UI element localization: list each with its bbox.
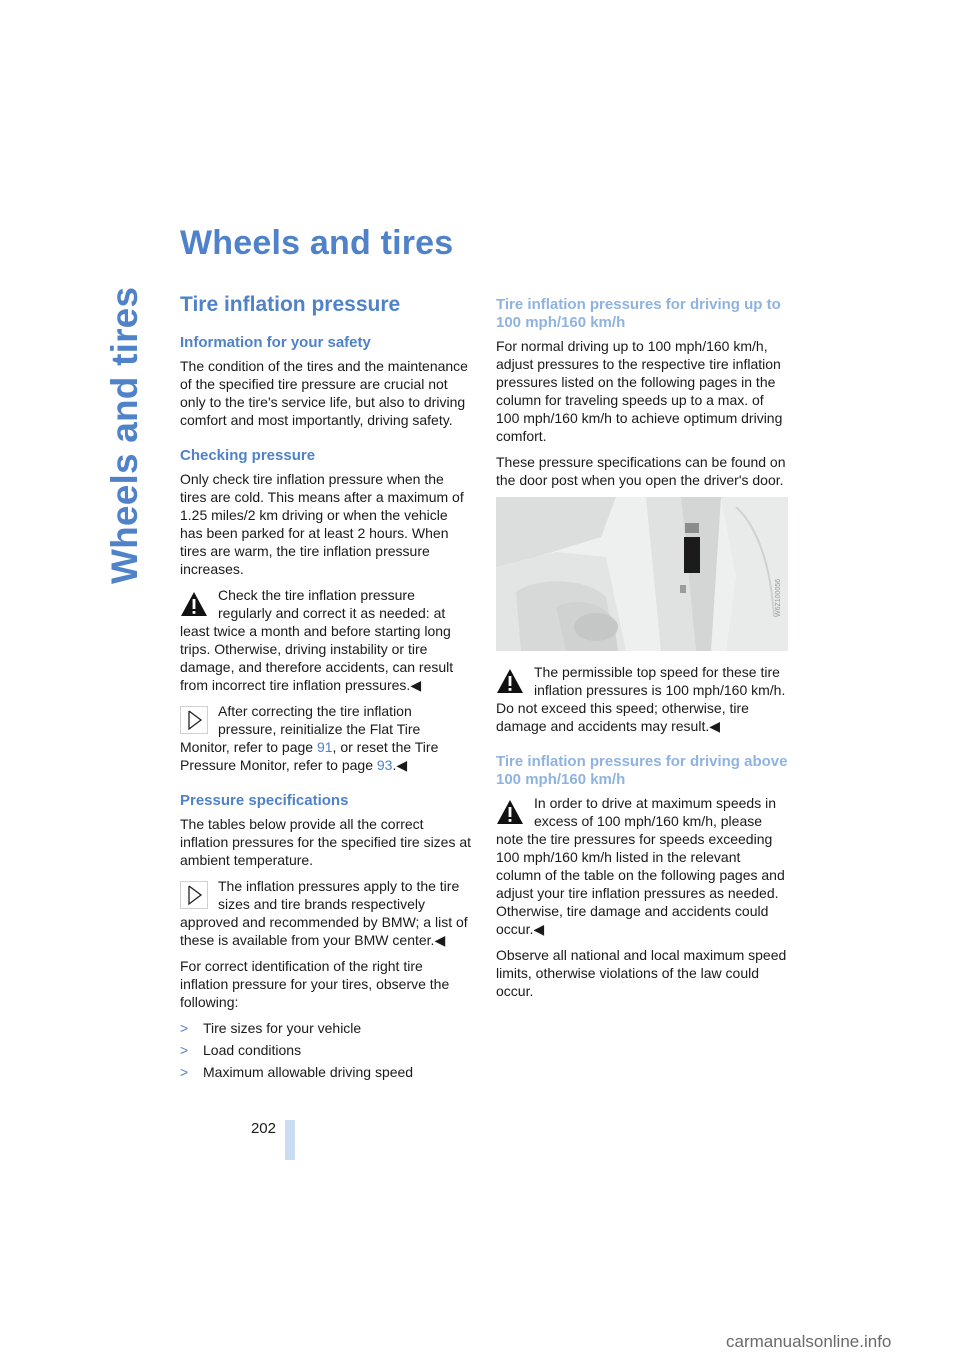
side-chapter-label: Wheels and tires: [104, 286, 145, 584]
up100-warning: [496, 663, 788, 735]
specs-note-text: The inflation pressures apply to the tire sizes and tire brands respectively approved and recommended by BMW; a list of these is available from your BMW center.: [180, 878, 468, 948]
bullet-marker: >: [180, 1042, 189, 1058]
page-link-93[interactable]: 93: [376, 757, 393, 773]
bullet-marker: >: [180, 1020, 189, 1036]
door-post-illustration: [496, 497, 788, 651]
page-title: Wheels and tires: [180, 224, 454, 262]
end-mark: ◀: [533, 921, 545, 937]
checking-text: Only check tire inflation pressure when the tires are cold. This means after a maximum of 1.25 miles/2 km driving or when the vehicle has been parked for at least 2 hours. When tires are warm, the tire inflation pressure increases.: [180, 471, 464, 577]
checking-warning-text: Check the tire inflation pressure regularly and correct it as needed: at least twice a month and before starting long trips. Otherwise, driving instability or tire damage, and therefore accidents, can result from incorrect tire inflation pressures.: [180, 587, 454, 693]
requirements-list: [180, 1019, 472, 1081]
end-mark: ◀: [410, 677, 422, 693]
up100-text2: These pressure specifications can be found on the door post when you open the driver's door.: [496, 454, 786, 488]
warning-triangle-icon: [496, 667, 524, 695]
end-mark: ◀: [434, 932, 446, 948]
specs-text: The tables below provide all the correct inflation pressures for the specified tire sizes at ambient temperature.: [180, 816, 472, 868]
specs-note: [180, 877, 472, 949]
end-mark: ◀: [709, 718, 721, 734]
up100-heading: Tire inflation pressures for driving up to 100 mph/160 km/h: [496, 296, 781, 331]
specs-text2: For correct identification of the right tire inflation pressure for your tires, observe the following:: [180, 958, 450, 1010]
specs-heading: Pressure specifications: [180, 792, 349, 809]
note-text-b: , or reset the Tire Pressure Monitor, refer to page: [180, 739, 439, 773]
end-mark: ◀: [396, 757, 408, 773]
list-item: > Maximum allowable driving speed: [180, 1064, 414, 1080]
above100-heading: Tire inflation pressures for driving above 100 mph/160 km/h: [496, 753, 788, 788]
watermark: carmanualsonline.info: [726, 1332, 892, 1351]
warning-triangle-icon: [496, 798, 524, 826]
right-column: [496, 296, 788, 1008]
safety-heading: Information for your safety: [180, 334, 371, 351]
checking-warning: [180, 586, 472, 694]
up100-text1: For normal driving up to 100 mph/160 km/h, adjust pressures to the respective tire inflation pressures listed on the following pages in the column for traveling speeds up to a max. of 100 mph/160 km/h to achieve optimum driving comfort.: [496, 338, 783, 444]
note-text-c: .: [392, 757, 397, 773]
list-item: > Load conditions: [180, 1042, 302, 1058]
above100-text: Observe all national and local maximum speed limits, otherwise violations of the law could occur.: [496, 947, 787, 999]
bullet-marker: >: [180, 1064, 189, 1080]
checking-note: [180, 702, 472, 774]
safety-text: The condition of the tires and the maintenance of the specified tire pressure are crucial not only to the tire's service life, but also to driving comfort and most importantly, driving safety.: [180, 358, 468, 428]
note-arrow-icon: [180, 881, 208, 909]
page-link-91[interactable]: 91: [316, 739, 333, 755]
checking-heading: Checking pressure: [180, 447, 316, 464]
up100-warning-text: The permissible top speed for these tire inflation pressures is 100 mph/160 km/h. Do not exceed this speed; otherwise, tire damage and accidents may result.: [496, 664, 786, 734]
above100-warning-text: In order to drive at maximum speeds in excess of 100 mph/160 km/h, please note the tire pressures for speeds exceeding 100 mph/160 km/h listed in the relevant column of the table on the following pages and adjust your tire inflation pressures as needed. Otherwise, tire damage and accidents could occur.: [496, 795, 785, 937]
page-number: 202: [250, 1120, 276, 1137]
photo-code: W6Z100056: [775, 578, 782, 617]
section-title: Tire inflation pressure: [180, 293, 401, 316]
note-arrow-icon: [180, 706, 208, 734]
door-post-image: [496, 497, 788, 651]
note-text-a: After correcting the tire inflation pressure, reinitialize the Flat Tire Monitor, refer to page: [180, 703, 421, 755]
list-item: > Tire sizes for your vehicle: [180, 1020, 362, 1036]
page-number-bar: [285, 1120, 295, 1160]
above100-warning: [496, 794, 788, 938]
warning-triangle-icon: [180, 590, 208, 618]
side-chapter-tab: [104, 232, 154, 792]
left-column: [180, 292, 472, 1085]
